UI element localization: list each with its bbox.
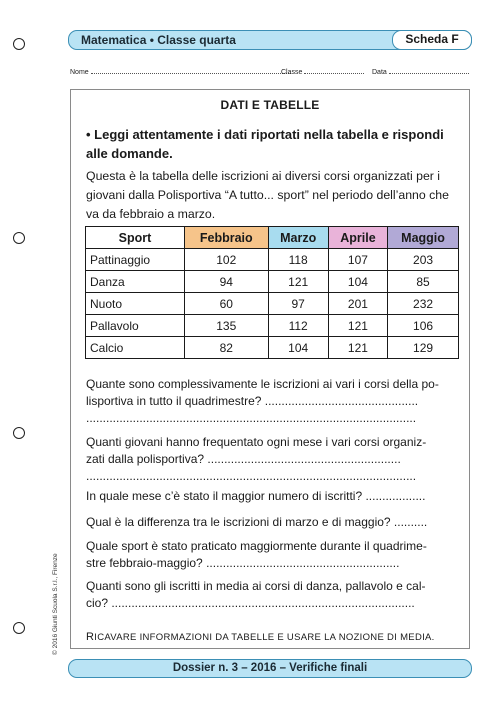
learning-objective-initial: R [86, 631, 95, 643]
table-cell: 102 [185, 249, 269, 271]
table-header-row [86, 227, 459, 249]
exercise-card [70, 89, 470, 649]
table-cell: 94 [185, 271, 269, 293]
classe-dots [304, 67, 364, 74]
table-header-cell: Sport [86, 227, 185, 249]
iscrizioni-table [85, 226, 459, 359]
learning-objective-text: ICAVARE INFORMAZIONI DA TABELLE E USARE LA NOZIONE DI MEDIA. [94, 632, 435, 643]
footer-bar: Dossier n. 3 – 2016 – Verifiche finali [68, 659, 472, 678]
table-cell: 135 [185, 315, 269, 337]
table-cell: 106 [388, 315, 459, 337]
table-header-cell: Aprile [328, 227, 387, 249]
question-6-line-2: cio? ........................................................................................... [86, 596, 415, 610]
table-cell: 118 [268, 249, 328, 271]
table-cell: 97 [268, 293, 328, 315]
card-title: DATI E TABELLE [220, 98, 320, 112]
question-3-line-1: In quale mese c’è stato il maggior numero di iscritti? .................. [86, 489, 426, 503]
classe-field[interactable] [281, 67, 364, 76]
binder-hole-bottom [13, 622, 25, 634]
question-3[interactable] [86, 488, 461, 505]
question-5-line-2: stre febbraio-maggio? .......................................................... [86, 556, 400, 570]
table-row [86, 293, 459, 315]
table-cell: 82 [185, 337, 269, 359]
intro-text: Questa è la tabella delle iscrizioni ai diversi corsi organizzati per i giovani dalla Polisportiva “A tutto... sport” nel periodo dell’anno che va da febbraio a marzo. [86, 169, 449, 221]
table-cell: Calcio [86, 337, 185, 359]
question-6-line-1: Quanti sono gli iscritti in media ai corsi di danza, pallavolo e cal- [86, 579, 426, 593]
table-header-cell: Maggio [388, 227, 459, 249]
table-cell: 60 [185, 293, 269, 315]
table-cell: 121 [328, 337, 387, 359]
question-2-line-2: zati dalla polisportiva? .......................................................... [86, 452, 401, 466]
table-cell: 112 [268, 315, 328, 337]
question-2[interactable] [86, 434, 461, 485]
classe-label: Classe [281, 69, 303, 76]
data-label: Data [372, 69, 387, 76]
table-cell: 129 [388, 337, 459, 359]
table-cell: Pattinaggio [86, 249, 185, 271]
table-cell: 121 [268, 271, 328, 293]
data-field[interactable] [372, 67, 469, 76]
table-header-cell: Marzo [268, 227, 328, 249]
table-row [86, 337, 459, 359]
question-1[interactable] [86, 376, 461, 427]
question-2-line-1: Quanti giovani hanno frequentato ogni mese i vari corsi organiz- [86, 435, 427, 449]
table-cell: 201 [328, 293, 387, 315]
question-1-line-2: lisportiva in tutto il quadrimestre? .............................................. [86, 394, 419, 408]
header-title: Matematica • Classe quarta [81, 33, 236, 47]
question-1-line-1: Quante sono complessivamente le iscrizioni ai vari i corsi della po- [86, 377, 439, 391]
learning-objective [86, 631, 435, 643]
table-header-cell: Febbraio [185, 227, 269, 249]
table-cell: Danza [86, 271, 185, 293]
table-cell: 203 [388, 249, 459, 271]
table-cell: 121 [328, 315, 387, 337]
copyright-notice: © 2016 Giunti Scuola S.r.l., Firenze [52, 553, 59, 655]
table-cell: 85 [388, 271, 459, 293]
table-cell: Nuoto [86, 293, 185, 315]
table-cell: Pallavolo [86, 315, 185, 337]
table-cell: 104 [328, 271, 387, 293]
table-cell: 104 [268, 337, 328, 359]
question-5[interactable] [86, 538, 461, 572]
question-4-line-1: Qual è la differenza tra le iscrizioni di marzo e di maggio? .......... [86, 515, 428, 529]
header-bar [68, 30, 472, 50]
instruction-text: • Leggi attentamente i dati riportati nella tabella e rispondi alle domande. [86, 127, 444, 161]
nome-field[interactable] [70, 67, 291, 76]
table-cell: 107 [328, 249, 387, 271]
question-4[interactable] [86, 514, 461, 531]
nome-dots [91, 67, 291, 74]
table-row [86, 249, 459, 271]
table-cell: 232 [388, 293, 459, 315]
binder-hole-lower-middle [13, 427, 25, 439]
data-dots [389, 67, 469, 74]
question-6[interactable] [86, 578, 461, 612]
question-1-line-3: ................................................................................................... [86, 411, 417, 425]
question-2-line-3: ................................................................................................... [86, 469, 417, 483]
binder-hole-upper-middle [13, 232, 25, 244]
table-row [86, 271, 459, 293]
binder-hole-top [13, 38, 25, 50]
table-row [86, 315, 459, 337]
nome-label: Nome [70, 69, 89, 76]
scheda-badge: Scheda F [392, 30, 472, 50]
question-5-line-1: Quale sport è stato praticato maggiormente durante il quadrime- [86, 539, 427, 553]
